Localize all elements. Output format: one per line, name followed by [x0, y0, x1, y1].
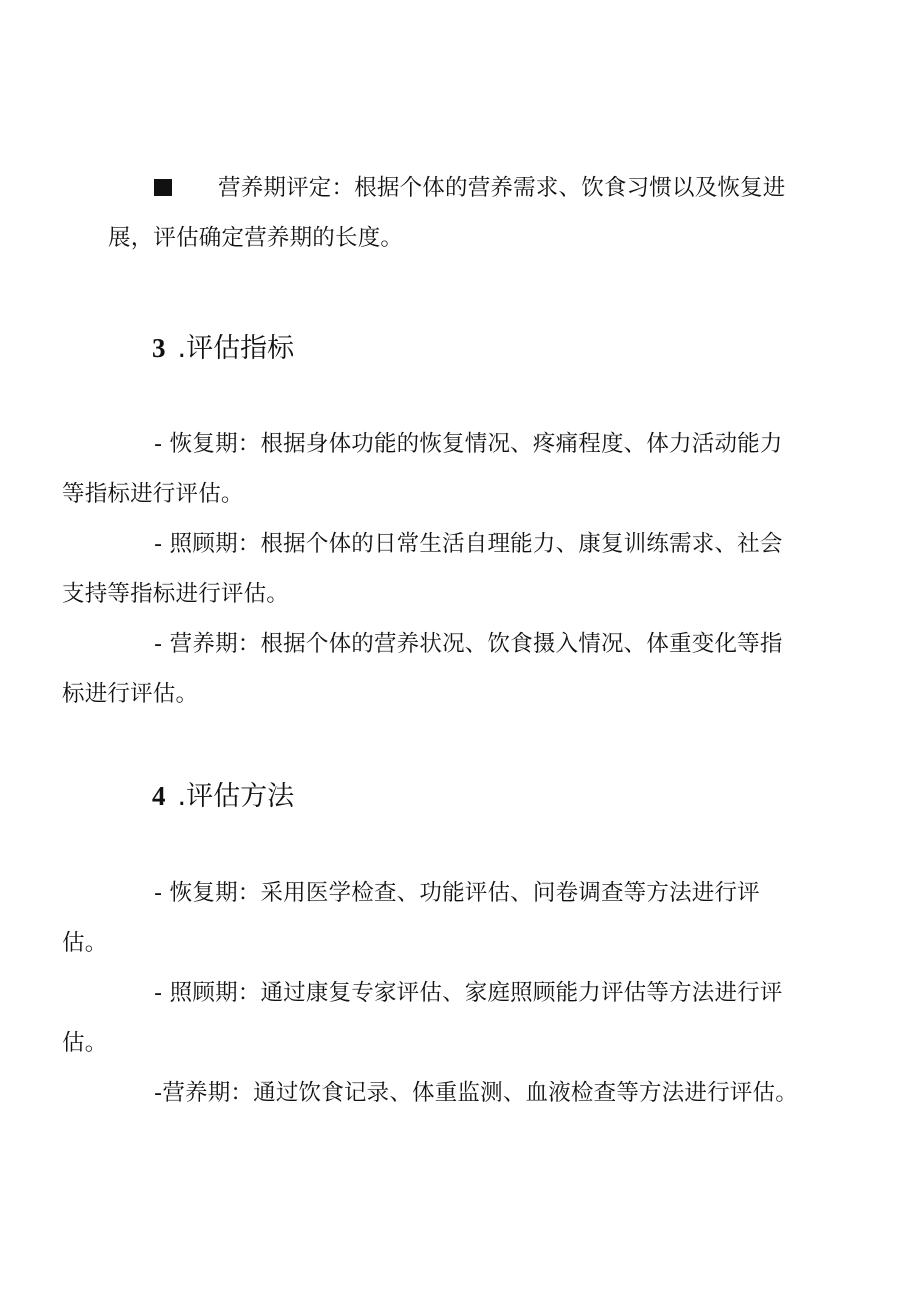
- list-item-line: 估。: [62, 930, 108, 956]
- list-item: [62, 419, 808, 519]
- intro-paragraph: [108, 163, 808, 263]
- list-item: [62, 868, 808, 968]
- list-item-line: - 恢复期：采用医学检查、功能评估、问卷调查等方法进行评: [154, 880, 760, 906]
- list-item: [62, 519, 808, 619]
- square-bullet-icon: [154, 179, 172, 196]
- section-3-number: 3: [152, 333, 166, 363]
- intro-bullet-text: 营养期评定：根据个体的营养需求、饮食习惯以及恢复进: [218, 175, 786, 201]
- list-item: [108, 1068, 808, 1118]
- section-3-title: .评估指标: [177, 333, 295, 364]
- list-item-line: 支持等指标进行评估。: [62, 581, 290, 607]
- intro-bullet-line: [108, 163, 808, 213]
- list-item-line: 等指标进行评估。: [62, 481, 244, 507]
- section-4-title: .评估方法: [177, 781, 295, 812]
- list-item-line: -营养期：通过饮食记录、体重监测、血液检查等方法进行评估。: [154, 1080, 798, 1106]
- list-item: [62, 619, 808, 719]
- list-item: [62, 968, 808, 1068]
- section-3-list: [62, 419, 808, 719]
- section-4-heading: [152, 776, 294, 817]
- section-4-number: 4: [152, 781, 166, 811]
- list-item-line: 估。: [62, 1030, 108, 1056]
- section-3-heading: [152, 328, 294, 369]
- section-4-list: [62, 868, 808, 1118]
- list-item-line: - 照顾期：通过康复专家评估、家庭照顾能力评估等方法进行评: [154, 980, 783, 1006]
- list-item-line: - 照顾期：根据个体的日常生活自理能力、康复训练需求、社会: [154, 531, 783, 557]
- list-item-line: 标进行评估。: [62, 681, 199, 707]
- list-item-line: - 营养期：根据个体的营养状况、饮食摄入情况、体重变化等指: [154, 631, 783, 657]
- list-item-line: - 恢复期：根据身体功能的恢复情况、疼痛程度、体力活动能力: [154, 431, 783, 457]
- intro-continuation: 展，评估确定营养期的长度。: [108, 225, 404, 251]
